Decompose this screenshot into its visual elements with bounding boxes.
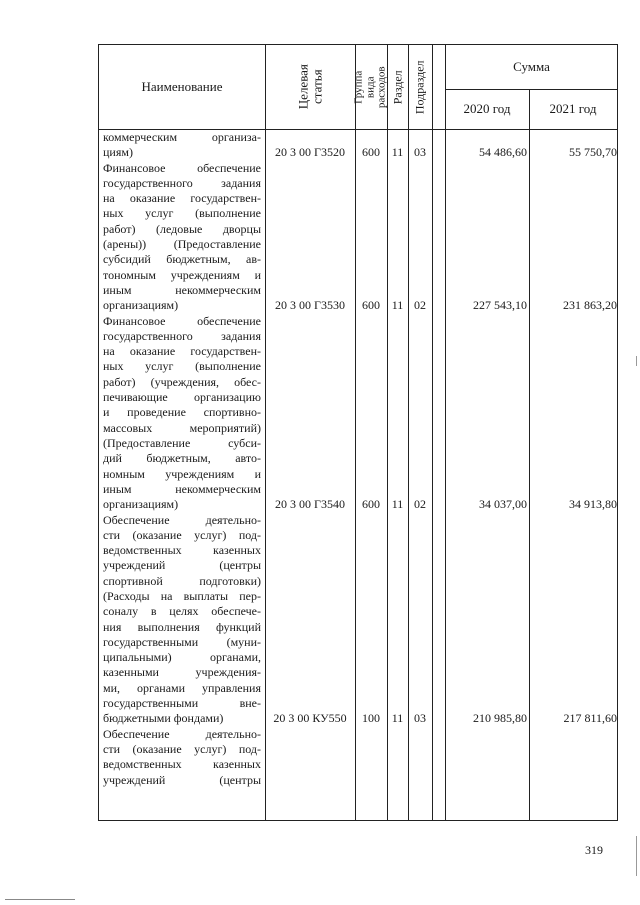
page-number: 319 [585,843,603,857]
cell-sum-2020: 227 543,10 [473,298,527,312]
budget-table [98,44,618,821]
table-row-description: Финансовое обеспечение государственного задания на оказание государствен- ных услуг (выполнение работ) (ледовые дворцы (арены)) (Предоставление субсидий бюджетным, ав- тономным учреждениям и иным некоммерческим организациям) [103,160,261,313]
cell-expense-group: 600 [362,497,380,511]
table-row-description: коммерческим организа- циям) [103,130,261,160]
header-target-article: Целевая статья [295,64,324,110]
cell-target-article: 20 3 00 Г3530 [275,298,345,312]
header-year-2020: 2020 год [463,101,511,116]
cell-sum-2020: 34 037,00 [479,497,527,511]
cell-sum-2021: 217 811,60 [563,711,617,725]
scan-edge-mark [636,836,637,876]
cell-expense-group: 100 [362,711,380,725]
header-expense-group: Группа вида расходов [352,66,388,108]
cell-subsection: 03 [414,711,426,725]
cell-target-article: 20 3 00 КУ550 [273,711,347,725]
cell-target-article: 20 3 00 Г3520 [275,145,345,159]
cell-section: 11 [391,497,404,511]
cell-subsection: 03 [414,145,426,159]
table-row-description: Финансовое обеспечение государственного задания на оказание государствен- ных услуг (выполнение работ) (учреждения, обес- печивающие организацию и проведение спортивно- массовых мероприятий) (Предоставление субси- дий бюджетным, авто- номным учреждениям и иным некоммерческим организациям) [103,313,261,512]
cell-sum-2021: 55 750,70 [569,145,617,159]
cell-target-article: 20 3 00 Г3540 [275,497,345,511]
footnote-rule [5,899,75,900]
header-subsection: Подраздел [412,60,427,114]
header-section: Раздел [390,70,405,104]
cell-sum-2020: 54 486,60 [479,145,527,159]
scan-edge-mark [636,356,637,366]
cell-expense-group: 600 [362,298,380,312]
cell-sum-2021: 34 913,80 [569,497,617,511]
header-name: Наименование [141,79,223,94]
cell-section: 11 [391,711,404,725]
table-row-description: Обеспечение деятельно- сти (оказание услуг) под- ведомственных казенных учреждений (центры [103,726,261,787]
cell-subsection: 02 [414,298,426,312]
cell-sum-2020: 210 985,80 [473,711,527,725]
cell-section: 11 [391,298,404,312]
cell-expense-group: 600 [362,145,380,159]
cell-sum-2021: 231 863,20 [563,298,617,312]
table-row-description: Обеспечение деятельно- сти (оказание услуг) под- ведомственных казенных учреждений (центры спортивной подготовки) (Расходы на выплаты пер- соналу в целях обеспече- ния выполнения функций государственными (муни- ципальными) органами, казенными учреждения- ми, органами управления государственными вне- бюджетными фондами) [103,512,261,726]
cell-section: 11 [391,145,404,159]
cell-subsection: 02 [414,497,426,511]
header-sum: Сумма [513,59,550,74]
header-year-2021: 2021 год [549,101,597,116]
